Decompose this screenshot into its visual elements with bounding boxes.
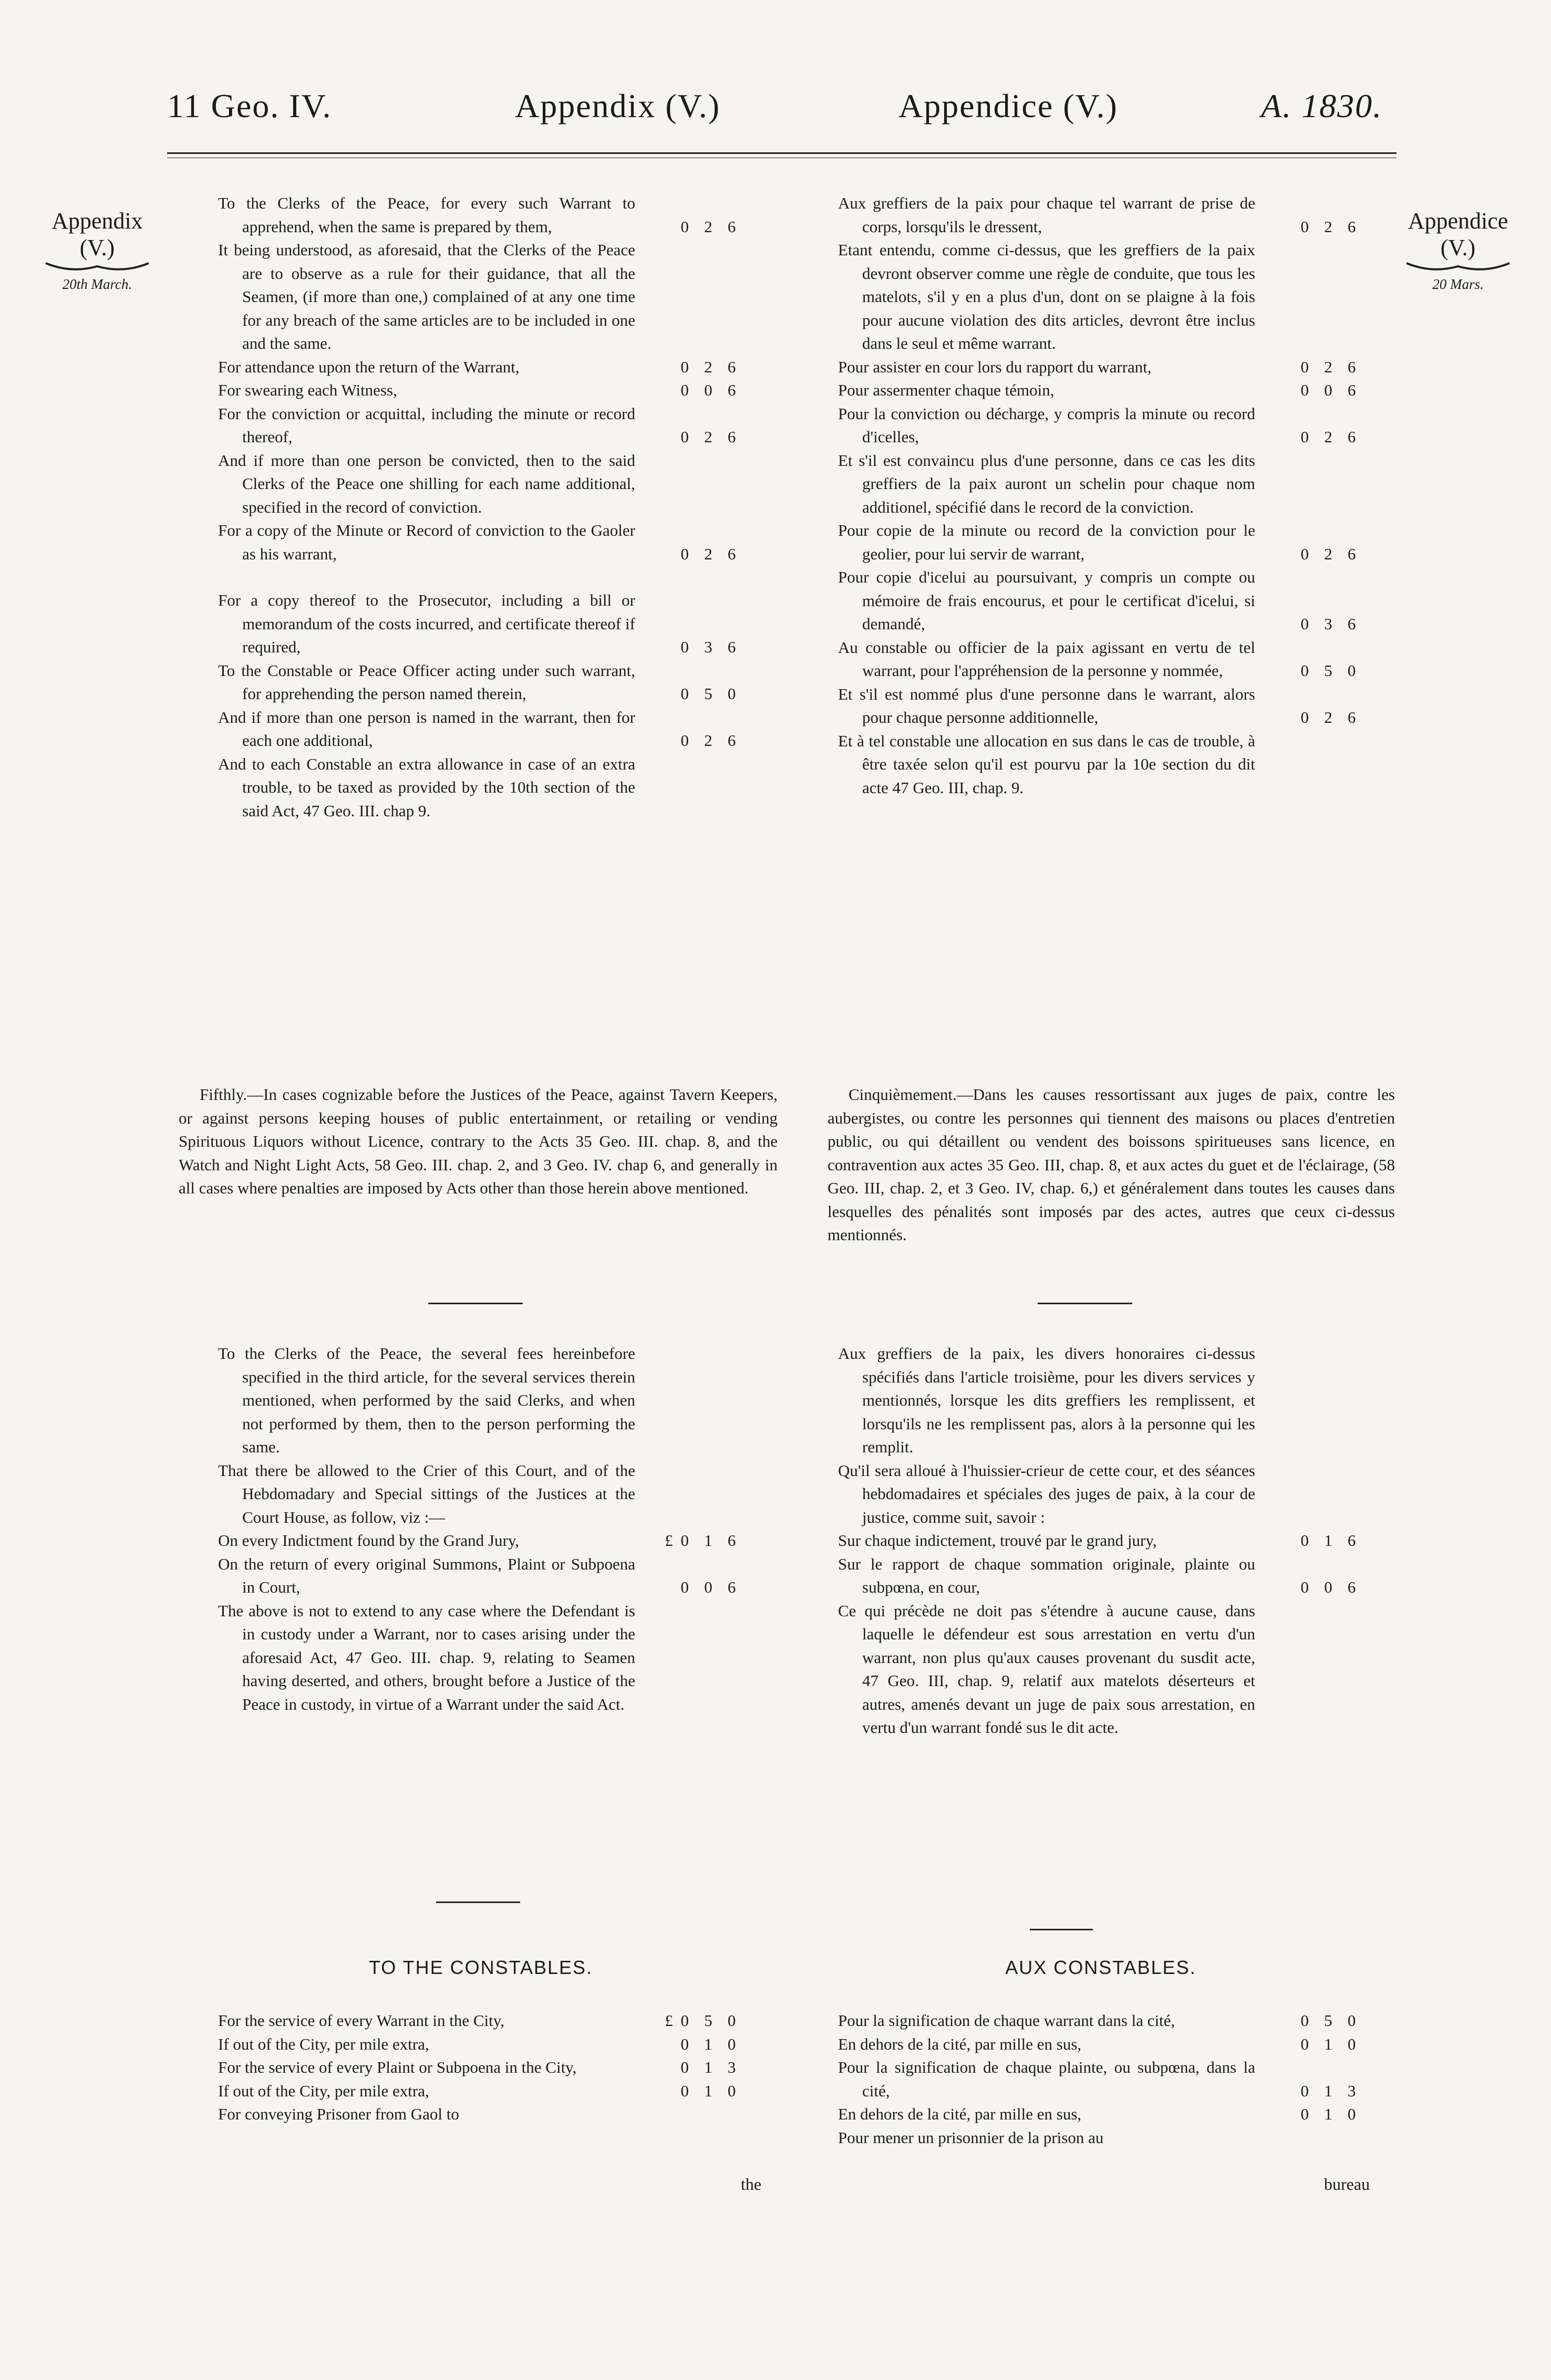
fee-entry bbox=[218, 2103, 743, 2126]
currency-symbol bbox=[648, 2033, 673, 2056]
margin-note-left bbox=[32, 207, 163, 293]
section1-english bbox=[218, 192, 743, 823]
amount-pounds: 0 bbox=[680, 2081, 689, 2100]
amount-pence: 6 bbox=[1347, 708, 1356, 726]
amount-pence: 6 bbox=[1347, 544, 1356, 563]
amount-pence: 0 bbox=[1347, 2011, 1356, 2030]
section-divider bbox=[1038, 1303, 1132, 1304]
currency-symbol bbox=[1268, 2009, 1293, 2033]
amount-pounds: 0 bbox=[1300, 661, 1309, 680]
fee-entry bbox=[838, 449, 1363, 519]
entry-gap bbox=[218, 566, 743, 589]
amount-pounds: 0 bbox=[1300, 2011, 1309, 2030]
amount-pounds: 0 bbox=[1300, 217, 1309, 236]
currency-symbol bbox=[1268, 356, 1293, 379]
amount-pence: 0 bbox=[1347, 661, 1356, 680]
fee-description: Et s'il est convaincu plus d'une personne, dans ce cas les dits greffiers de la paix auront un schelin pour chaque nom additionel, spécifié dans le record de la conviction. bbox=[838, 451, 1255, 516]
fee-description: For a copy of the Minute or Record of conviction to the Gaoler as his warrant, bbox=[218, 521, 635, 563]
fee-amount bbox=[1255, 2033, 1363, 2056]
fee-entry bbox=[218, 519, 743, 566]
amount-pounds: 0 bbox=[680, 2034, 689, 2053]
fee-description: Aux greffiers de la paix, les divers honoraires ci-dessus spécifiés dans l'article troisième, pour les divers services y mentionnés, lorsque les dits greffiers les remplissent, et lorsqu'ils ne les remplissent pas, alors à la personne qui les remplit. bbox=[838, 1344, 1255, 1456]
currency-symbol bbox=[648, 2056, 673, 2080]
amount-shillings: 2 bbox=[1324, 708, 1332, 726]
fee-description: Aux greffiers de la paix pour chaque tel warrant de prise de corps, lorsqu'ils le dressent, bbox=[838, 194, 1255, 236]
fee-description: The above is not to extend to any case where the Defendant is in custody under a Warrant, nor to cases arising under the aforesaid Act, 47 Geo. III. chap. 9, relating to Seamen having deserted, and others, brought before a Justice of the Peace in custody, in virtue of a Warrant under the said Act. bbox=[218, 1601, 635, 1713]
margin-title: Appendice bbox=[1408, 208, 1508, 234]
appendix-title-en: Appendix (V.) bbox=[515, 87, 720, 124]
fee-description: For attendance upon the return of the Warrant, bbox=[218, 357, 520, 376]
margin-sub: (V.) bbox=[79, 235, 115, 261]
currency-symbol bbox=[648, 1576, 673, 1599]
amount-pence: 3 bbox=[727, 2058, 736, 2076]
fee-amount bbox=[1255, 2080, 1363, 2103]
amount-pence: 6 bbox=[727, 1531, 736, 1550]
amount-pounds: 0 bbox=[680, 428, 689, 446]
amount-shillings: 1 bbox=[1324, 2034, 1332, 2053]
fee-amount bbox=[1255, 612, 1363, 636]
fee-amount bbox=[1255, 1529, 1363, 1553]
amount-shillings: 2 bbox=[704, 217, 712, 236]
fee-amount bbox=[635, 2033, 743, 2056]
amount-pence: 6 bbox=[727, 1578, 736, 1596]
amount-shillings: 2 bbox=[704, 428, 712, 446]
amount-pounds: 0 bbox=[1300, 428, 1309, 446]
section-divider bbox=[428, 1303, 523, 1304]
fee-amount bbox=[635, 1529, 743, 1553]
fee-description: To the Clerks of the Peace, for every such Warrant to apprehend, when the same is prepared by them, bbox=[218, 194, 635, 236]
margin-note-right bbox=[1392, 207, 1524, 293]
amount-pounds: 0 bbox=[1300, 1578, 1309, 1596]
fee-description: Au constable ou officier de la paix agissant en vertu de tel warrant, pour l'appréhension de la personne y nommée, bbox=[838, 638, 1255, 680]
amount-pence: 0 bbox=[1347, 2105, 1356, 2123]
fee-description: On every Indictment found by the Grand Jury, bbox=[218, 1531, 520, 1550]
fifthly-english: Fifthly.—In cases cognizable before the Justices of the Peace, against Tavern Keepers, or against persons keeping houses of public entertainment, or retailing or vending Spirituous Liquors without Licence, contrary to the Acts 35 Geo. III. chap. 8, and the Watch and Night Light Acts, 58 Geo. III. chap. 2, and 3 Geo. IV. chap 6, and generally in all cases where penalties are imposed by Acts other than those herein above mentioned. bbox=[179, 1085, 778, 1197]
amount-pounds: 0 bbox=[1300, 544, 1309, 563]
fee-amount bbox=[635, 2009, 743, 2033]
amount-shillings: 1 bbox=[1324, 2105, 1332, 2123]
margin-sub: (V.) bbox=[1440, 235, 1476, 261]
amount-pounds: 0 bbox=[1300, 357, 1309, 376]
fee-entry bbox=[218, 1342, 743, 1459]
amount-pounds: 0 bbox=[680, 684, 689, 703]
amount-pounds: 0 bbox=[680, 638, 689, 656]
fee-description: If out of the City, per mile extra, bbox=[218, 2034, 429, 2053]
session-number: 11 Geo. IV. bbox=[167, 87, 332, 124]
section2-english bbox=[218, 1342, 743, 1716]
amount-shillings: 2 bbox=[1324, 217, 1332, 236]
fee-entry bbox=[218, 2080, 743, 2103]
amount-pence: 6 bbox=[1347, 1531, 1356, 1550]
fee-amount bbox=[1255, 356, 1363, 379]
amount-shillings: 0 bbox=[704, 1578, 712, 1596]
fee-description: Pour assister en cour lors du rapport du warrant, bbox=[838, 357, 1152, 376]
margin-title: Appendix bbox=[51, 208, 143, 234]
amount-shillings: 5 bbox=[704, 2011, 712, 2030]
fee-description: For swearing each Witness, bbox=[218, 381, 397, 399]
fee-description: That there be allowed to the Crier of this Court, and of the Hebdomadary and Special sittings of the Justices at the Court House, as follow, viz :— bbox=[218, 1461, 635, 1526]
fee-amount bbox=[635, 2080, 743, 2103]
amount-pence: 6 bbox=[727, 217, 736, 236]
fee-amount bbox=[1255, 543, 1363, 566]
fee-amount bbox=[1255, 2009, 1363, 2033]
amount-shillings: 0 bbox=[1324, 1578, 1332, 1596]
fee-description: For the service of every Plaint or Subpoena in the City, bbox=[218, 2058, 577, 2076]
amount-shillings: 2 bbox=[704, 357, 712, 376]
year: A. 1830. bbox=[1261, 87, 1383, 124]
amount-pounds: 0 bbox=[680, 217, 689, 236]
fee-amount bbox=[635, 379, 743, 402]
fee-entry bbox=[838, 379, 1363, 402]
amount-pounds: 0 bbox=[680, 357, 689, 376]
amount-pence: 6 bbox=[1347, 428, 1356, 446]
fee-description: For the service of every Warrant in the City, bbox=[218, 2011, 504, 2030]
fee-amount bbox=[635, 425, 743, 449]
header-rule-thick bbox=[167, 152, 1397, 154]
fifthly-french: Cinquièmement.—Dans les causes ressortissant aux juges de paix, contre les aubergistes, ou contre les personnes qui tiennent des maisons ou places d'entretien public, ou qui détaillent ou vendent des boissons spiritueuses sans licence, en contravention aux actes 35 Geo. III, chap. 8, et aux actes du guet et de l'éclairage, (58 Geo. III, chap. 2, et 3 Geo. IV, chap. 6,) et généralement dans toutes les causes dans lesquelles des pénalités sont imposés par des actes, autres que ceux ci-dessus mentionnés. bbox=[828, 1085, 1395, 1244]
amount-pence: 0 bbox=[727, 2081, 736, 2100]
amount-pence: 6 bbox=[727, 428, 736, 446]
amount-pounds: 0 bbox=[680, 544, 689, 563]
fee-amount bbox=[1255, 215, 1363, 239]
constables-english bbox=[218, 2009, 743, 2126]
amount-shillings: 2 bbox=[1324, 357, 1332, 376]
fee-entry bbox=[838, 238, 1363, 356]
fee-entry bbox=[838, 1529, 1363, 1553]
section-divider bbox=[436, 1901, 520, 1903]
amount-pounds: 0 bbox=[1300, 615, 1309, 633]
fee-entry bbox=[218, 238, 743, 356]
currency-symbol bbox=[1268, 2103, 1293, 2126]
amount-pence: 6 bbox=[727, 638, 736, 656]
currency-symbol bbox=[1268, 215, 1293, 239]
amount-pence: 6 bbox=[727, 381, 736, 399]
amount-pence: 6 bbox=[1347, 217, 1356, 236]
section-divider bbox=[1030, 1929, 1093, 1930]
amount-pence: 6 bbox=[727, 544, 736, 563]
fee-amount bbox=[1255, 1576, 1363, 1599]
amount-pence: 6 bbox=[1347, 357, 1356, 376]
currency-symbol bbox=[1268, 2080, 1293, 2103]
fee-entry bbox=[838, 1599, 1363, 1740]
amount-pence: 6 bbox=[727, 731, 736, 750]
margin-date: 20 Mars. bbox=[1432, 276, 1484, 292]
amount-pence: 6 bbox=[1347, 381, 1356, 399]
fee-description: Pour mener un prisonnier de la prison au bbox=[838, 2128, 1104, 2147]
fee-description: On the return of every original Summons, Plaint or Subpoena in Court, bbox=[218, 1554, 635, 1596]
constables-title-en: TO THE CONSTABLES. bbox=[368, 1957, 593, 1978]
amount-shillings: 5 bbox=[1324, 2011, 1332, 2030]
catchword-english: the bbox=[741, 2175, 762, 2194]
fee-description: To the Constable or Peace Officer acting under such warrant, for apprehending the person named therein, bbox=[218, 661, 635, 703]
fee-description: Sur le rapport de chaque sommation originale, plainte ou subpœna, en cour, bbox=[838, 1554, 1255, 1596]
amount-shillings: 1 bbox=[704, 2081, 712, 2100]
amount-pounds: 0 bbox=[1300, 2105, 1309, 2123]
fee-entry bbox=[218, 1459, 743, 1530]
amount-pounds: 0 bbox=[1300, 2034, 1309, 2053]
amount-pounds: 0 bbox=[680, 1578, 689, 1596]
amount-pounds: 0 bbox=[1300, 1531, 1309, 1550]
fee-entry bbox=[838, 2009, 1363, 2033]
fee-entry bbox=[838, 192, 1363, 238]
brace-icon bbox=[1405, 261, 1511, 274]
amount-pence: 3 bbox=[1347, 2081, 1356, 2100]
section1-french bbox=[838, 192, 1363, 799]
currency-symbol bbox=[648, 682, 673, 706]
fee-description: Qu'il sera alloué à l'huissier-crieur de cette cour, et des séances hebdomadaires et spéciales des juges de paix, à la cour de justice, comme suit, savoir : bbox=[838, 1461, 1255, 1526]
amount-shillings: 1 bbox=[704, 2058, 712, 2076]
amount-pounds: 0 bbox=[1300, 381, 1309, 399]
fee-description: And to each Constable an extra allowance in case of an extra trouble, to be taxed as provided by the 10th section of the said Act, 47 Geo. III. chap 9. bbox=[218, 754, 635, 820]
fee-description: To the Clerks of the Peace, the several fees hereinbefore specified in the third article, for the several services therein mentioned, when performed by the said Clerks, and when not performed by them, then to the person performing the same. bbox=[218, 1344, 635, 1456]
amount-pounds: 0 bbox=[680, 2011, 689, 2030]
amount-pence: 0 bbox=[727, 2034, 736, 2053]
fee-entry bbox=[218, 1599, 743, 1717]
amount-shillings: 1 bbox=[1324, 1531, 1332, 1550]
section2-french bbox=[838, 1342, 1363, 1740]
currency-symbol: £ bbox=[665, 1531, 673, 1550]
fee-entry bbox=[218, 192, 743, 238]
amount-shillings: 0 bbox=[704, 381, 712, 399]
currency-symbol bbox=[1268, 2033, 1293, 2056]
fee-amount bbox=[1255, 706, 1363, 730]
fee-amount bbox=[635, 636, 743, 659]
fee-description: And if more than one person be convicted, then to the said Clerks of the Peace one shilling for each name additional, specified in the record of conviction. bbox=[218, 451, 635, 516]
fee-entry bbox=[838, 1553, 1363, 1599]
currency-symbol bbox=[648, 543, 673, 566]
fee-description: And if more than one person is named in the warrant, then for each one additional, bbox=[218, 708, 635, 750]
fee-description: Pour assermenter chaque témoin, bbox=[838, 381, 1054, 399]
amount-shillings: 3 bbox=[1324, 615, 1332, 633]
amount-pounds: 0 bbox=[1300, 2081, 1309, 2100]
amount-pounds: 0 bbox=[680, 731, 689, 750]
currency-symbol: £ bbox=[665, 2011, 673, 2030]
amount-shillings: 1 bbox=[704, 1531, 712, 1550]
fee-description: Et à tel constable une allocation en sus dans le cas de trouble, à être taxée selon qu'il est pourvu par la 10e section du dit acte 47 Geo. III, chap. 9. bbox=[838, 731, 1255, 797]
fee-description: Ce qui précède ne doit pas s'étendre à aucune cause, dans laquelle le défendeur est sous arrestation en vertu d'un warrant, non plus qu'aux causes provenant du susdit acte, 47 Geo. III, chap. 9, relatif aux matelots déserteurs et autres, amenés devant un juge de paix sous arrestation, en vertu d'un warrant fondé sus le dit acte. bbox=[838, 1601, 1255, 1737]
fee-description: Pour la signification de chaque plainte, ou subpœna, dans la cité, bbox=[838, 2058, 1255, 2100]
fee-amount bbox=[1255, 425, 1363, 449]
fee-amount bbox=[1255, 659, 1363, 683]
fee-description: For a copy thereof to the Prosecutor, including a bill or memorandum of the costs incurred, and certificate thereof if required, bbox=[218, 591, 635, 656]
fee-entry bbox=[838, 730, 1363, 800]
fee-description: If out of the City, per mile extra, bbox=[218, 2081, 429, 2100]
fee-entry bbox=[218, 2033, 743, 2056]
currency-symbol bbox=[1268, 543, 1293, 566]
fee-amount bbox=[635, 682, 743, 706]
constables-french bbox=[838, 2009, 1363, 2149]
fee-entry bbox=[838, 683, 1363, 730]
fee-entry bbox=[218, 589, 743, 659]
amount-pounds: 0 bbox=[1300, 708, 1309, 726]
currency-symbol bbox=[1268, 706, 1293, 730]
fee-amount bbox=[1255, 2103, 1363, 2126]
fee-entry bbox=[838, 1459, 1363, 1530]
fee-amount bbox=[635, 543, 743, 566]
fee-entry bbox=[218, 1529, 743, 1553]
fee-description: For the conviction or acquittal, including the minute or record thereof, bbox=[218, 404, 635, 446]
fee-entry bbox=[838, 2126, 1363, 2150]
margin-date: 20th March. bbox=[62, 276, 132, 292]
fee-entry bbox=[218, 2056, 743, 2080]
constables-title-fr: AUX CONSTABLES. bbox=[1005, 1957, 1196, 1978]
amount-shillings: 5 bbox=[704, 684, 712, 703]
fee-entry bbox=[838, 566, 1363, 636]
fee-entry bbox=[218, 449, 743, 519]
amount-shillings: 3 bbox=[704, 638, 712, 656]
amount-shillings: 2 bbox=[704, 544, 712, 563]
fee-entry bbox=[218, 356, 743, 379]
amount-pence: 0 bbox=[727, 684, 736, 703]
amount-pence: 6 bbox=[1347, 1578, 1356, 1596]
fee-entry bbox=[218, 402, 743, 449]
fee-entry bbox=[218, 2009, 743, 2033]
fee-entry bbox=[838, 519, 1363, 566]
fee-description: Etant entendu, comme ci-dessus, que les greffiers de la paix devront observer comme une règle de conduite, que tous les matelots, s'il y en a plus d'un, dont on se plaigne à la fois pour aucune violation des dits articles, devront être inclus dans le seul et même warrant. bbox=[838, 241, 1255, 352]
amount-pence: 0 bbox=[727, 2011, 736, 2030]
fee-entry bbox=[838, 636, 1363, 683]
currency-symbol bbox=[1268, 1529, 1293, 1553]
fee-description: It being understood, as aforesaid, that the Clerks of the Peace are to observe as a rule for their guidance, that all the Seamen, (if more than one,) complained of at any one time for any breach of the same articles are to be included in one and the same. bbox=[218, 241, 635, 352]
fee-description: Sur chaque indictement, trouvé par le grand jury, bbox=[838, 1531, 1157, 1550]
currency-symbol bbox=[648, 356, 673, 379]
fee-description: Pour la signification de chaque warrant dans la cité, bbox=[838, 2011, 1175, 2030]
fee-amount bbox=[635, 356, 743, 379]
fee-amount bbox=[1255, 379, 1363, 402]
currency-symbol bbox=[1268, 659, 1293, 683]
amount-shillings: 2 bbox=[1324, 544, 1332, 563]
currency-symbol bbox=[648, 425, 673, 449]
fee-entry bbox=[838, 2033, 1363, 2056]
fee-entry bbox=[218, 1553, 743, 1599]
amount-pounds: 0 bbox=[680, 381, 689, 399]
fee-entry bbox=[218, 753, 743, 823]
amount-shillings: 5 bbox=[1324, 661, 1332, 680]
amount-shillings: 1 bbox=[704, 2034, 712, 2053]
fee-description: For conveying Prisoner from Gaol to bbox=[218, 2105, 459, 2123]
fee-entry bbox=[838, 356, 1363, 379]
catchword-french: bureau bbox=[1324, 2175, 1370, 2194]
amount-shillings: 2 bbox=[704, 731, 712, 750]
fee-entry bbox=[218, 379, 743, 402]
currency-symbol bbox=[1268, 1576, 1293, 1599]
currency-symbol bbox=[648, 2080, 673, 2103]
amount-shillings: 0 bbox=[1324, 381, 1332, 399]
fee-description: Pour copie de la minute ou record de la conviction pour le geolier, pour lui servir de warrant, bbox=[838, 521, 1255, 563]
fee-description: En dehors de la cité, par mille en sus, bbox=[838, 2034, 1082, 2053]
fee-amount bbox=[635, 215, 743, 239]
fee-description: En dehors de la cité, par mille en sus, bbox=[838, 2105, 1082, 2123]
brace-icon bbox=[45, 261, 150, 274]
currency-symbol bbox=[648, 379, 673, 402]
fee-description: Pour copie d'icelui au poursuivant, y compris un compte ou mémoire de frais encourus, et pour le certificat d'icelui, si demandé, bbox=[838, 568, 1255, 633]
currency-symbol bbox=[1268, 612, 1293, 636]
amount-pence: 6 bbox=[1347, 615, 1356, 633]
amount-pounds: 0 bbox=[680, 1531, 689, 1550]
currency-symbol bbox=[1268, 379, 1293, 402]
amount-shillings: 1 bbox=[1324, 2081, 1332, 2100]
fee-entry bbox=[218, 706, 743, 753]
fee-amount bbox=[635, 2056, 743, 2080]
currency-symbol bbox=[648, 636, 673, 659]
fee-entry bbox=[838, 2056, 1363, 2103]
fee-entry bbox=[838, 402, 1363, 449]
amount-pence: 6 bbox=[727, 357, 736, 376]
fee-description: Pour la conviction ou décharge, y compris la minute ou record d'icelles, bbox=[838, 404, 1255, 446]
amount-shillings: 2 bbox=[1324, 428, 1332, 446]
fee-amount bbox=[635, 1576, 743, 1599]
fee-entry bbox=[218, 659, 743, 706]
fee-entry bbox=[838, 1342, 1363, 1459]
amount-pounds: 0 bbox=[680, 2058, 689, 2076]
currency-symbol bbox=[1268, 425, 1293, 449]
amount-pence: 0 bbox=[1347, 2034, 1356, 2053]
fee-entry bbox=[838, 2103, 1363, 2126]
fee-amount bbox=[635, 729, 743, 753]
currency-symbol bbox=[648, 215, 673, 239]
currency-symbol bbox=[648, 729, 673, 753]
appendix-title-fr: Appendice (V.) bbox=[898, 87, 1118, 124]
fee-description: Et s'il est nommé plus d'une personne dans le warrant, alors pour chaque personne additionnelle, bbox=[838, 684, 1255, 726]
